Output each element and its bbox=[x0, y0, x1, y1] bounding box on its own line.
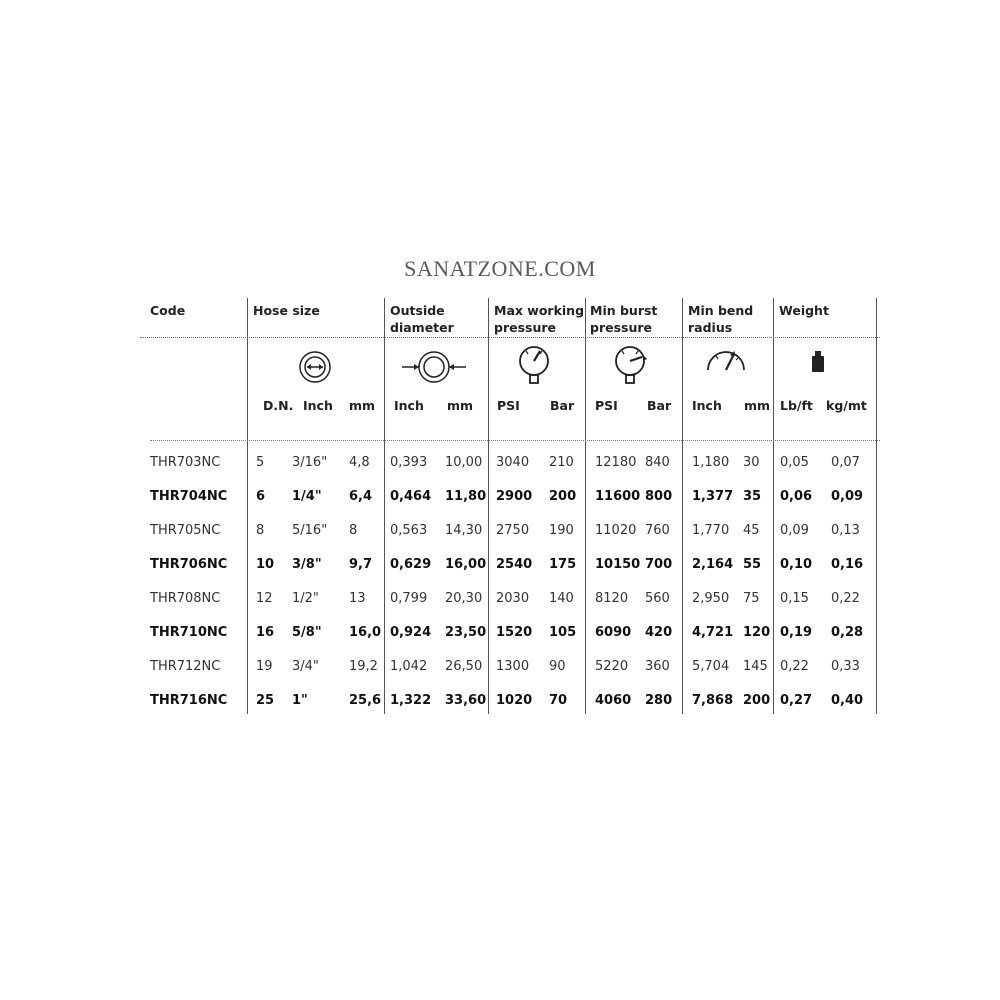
cell-mwp-bar: 140 bbox=[549, 591, 574, 606]
cell-weight-lbft: 0,22 bbox=[780, 659, 809, 674]
cell-weight-lbft: 0,09 bbox=[780, 523, 809, 538]
cell-mwp-bar: 175 bbox=[549, 557, 577, 572]
cell-weight-kgmt: 0,13 bbox=[831, 523, 860, 538]
cell-mbp-bar: 280 bbox=[645, 693, 673, 708]
subheader-weight-lbft: Lb/ft bbox=[780, 398, 813, 413]
cell-dn: 5 bbox=[256, 455, 265, 470]
cell-mbp-psi: 11600 bbox=[595, 489, 641, 504]
cell-mbp-bar: 700 bbox=[645, 557, 673, 572]
cell-mbp-bar: 840 bbox=[645, 455, 670, 470]
cell-mwp-bar: 70 bbox=[549, 693, 568, 708]
subheader-mbr-inch: Inch bbox=[692, 398, 722, 413]
cell-weight-kgmt: 0,28 bbox=[831, 625, 864, 640]
cell-weight-lbft: 0,06 bbox=[780, 489, 813, 504]
cell-od-inch: 0,924 bbox=[390, 625, 432, 640]
cell-mwp-bar: 105 bbox=[549, 625, 577, 640]
cell-inch: 5/8" bbox=[292, 625, 322, 640]
cell-mbr-mm: 120 bbox=[743, 625, 771, 640]
table-row bbox=[0, 489, 1000, 507]
cell-od-inch: 0,629 bbox=[390, 557, 432, 572]
cell-mbr-inch: 1,377 bbox=[692, 489, 734, 504]
cell-od-mm: 23,50 bbox=[445, 625, 487, 640]
header-weight: Weight bbox=[779, 303, 829, 318]
subheader-mwp-bar: Bar bbox=[550, 398, 575, 413]
pressure-gauge-icon bbox=[516, 345, 552, 387]
cell-inch: 3/4" bbox=[292, 659, 319, 674]
cell-od-inch: 0,799 bbox=[390, 591, 428, 606]
subheader-od-mm: mm bbox=[447, 398, 474, 413]
header-hose-size: Hose size bbox=[253, 303, 320, 318]
cell-weight-lbft: 0,19 bbox=[780, 625, 813, 640]
cell-mbp-psi: 11020 bbox=[595, 523, 637, 538]
header-outside-diameter bbox=[390, 302, 454, 336]
cell-code: THR703NC bbox=[150, 455, 221, 470]
subheader-mbp-psi: PSI bbox=[595, 398, 618, 413]
header-line: Max working bbox=[494, 303, 585, 318]
cell-code: THR710NC bbox=[150, 625, 228, 640]
watermark: SANATZONE.COM bbox=[404, 256, 596, 281]
cell-mm: 19,2 bbox=[349, 659, 378, 674]
header-line: Min bend bbox=[688, 303, 754, 318]
outside-diameter-icon bbox=[400, 350, 468, 384]
header-separator bbox=[150, 440, 880, 441]
cell-od-mm: 26,50 bbox=[445, 659, 483, 674]
cell-mbr-mm: 45 bbox=[743, 523, 760, 538]
cell-dn: 8 bbox=[256, 523, 265, 538]
cell-mwp-psi: 2540 bbox=[496, 557, 533, 572]
cell-weight-kgmt: 0,07 bbox=[831, 455, 860, 470]
cell-code: THR705NC bbox=[150, 523, 221, 538]
cell-mwp-psi: 1520 bbox=[496, 625, 533, 640]
header-separator bbox=[140, 337, 880, 338]
cell-mm: 8 bbox=[349, 523, 358, 538]
cell-code: THR708NC bbox=[150, 591, 221, 606]
subheader-od-inch: Inch bbox=[394, 398, 424, 413]
cell-od-inch: 1,322 bbox=[390, 693, 432, 708]
cell-mbp-psi: 4060 bbox=[595, 693, 632, 708]
cell-mm: 9,7 bbox=[349, 557, 373, 572]
cell-inch: 1/2" bbox=[292, 591, 319, 606]
cell-mwp-psi: 1300 bbox=[496, 659, 530, 674]
bend-radius-icon bbox=[704, 346, 748, 374]
cell-mbr-inch: 1,770 bbox=[692, 523, 730, 538]
cell-mwp-psi: 3040 bbox=[496, 455, 530, 470]
cell-mbp-psi: 8120 bbox=[595, 591, 629, 606]
cell-dn: 6 bbox=[256, 489, 266, 504]
cell-mwp-psi: 2030 bbox=[496, 591, 530, 606]
cell-mbr-mm: 55 bbox=[743, 557, 762, 572]
table-row bbox=[0, 557, 1000, 575]
cell-mbr-mm: 30 bbox=[743, 455, 760, 470]
cell-mbr-mm: 75 bbox=[743, 591, 760, 606]
header-line: radius bbox=[688, 320, 733, 335]
cell-mbp-psi: 10150 bbox=[595, 557, 641, 572]
cell-mm: 16,0 bbox=[349, 625, 382, 640]
header-line: pressure bbox=[590, 320, 653, 335]
cell-code: THR706NC bbox=[150, 557, 228, 572]
cell-mm: 13 bbox=[349, 591, 366, 606]
cell-dn: 16 bbox=[256, 625, 275, 640]
cell-mbp-bar: 560 bbox=[645, 591, 670, 606]
cell-mbr-inch: 5,704 bbox=[692, 659, 730, 674]
cell-mbr-inch: 1,180 bbox=[692, 455, 730, 470]
cell-weight-lbft: 0,27 bbox=[780, 693, 813, 708]
cell-inch: 5/16" bbox=[292, 523, 328, 538]
cell-mbp-bar: 360 bbox=[645, 659, 670, 674]
cell-mbp-bar: 760 bbox=[645, 523, 670, 538]
cell-dn: 10 bbox=[256, 557, 275, 572]
subheader-inch: Inch bbox=[303, 398, 333, 413]
cell-mbp-psi: 12180 bbox=[595, 455, 637, 470]
cell-weight-lbft: 0,15 bbox=[780, 591, 809, 606]
cell-inch: 3/16" bbox=[292, 455, 328, 470]
cell-mwp-psi: 1020 bbox=[496, 693, 533, 708]
header-min-bend-radius bbox=[688, 302, 753, 336]
cell-mwp-bar: 90 bbox=[549, 659, 566, 674]
cell-mwp-bar: 190 bbox=[549, 523, 574, 538]
table-row bbox=[0, 693, 1000, 711]
header-line: diameter bbox=[390, 320, 454, 335]
cell-code: THR704NC bbox=[150, 489, 228, 504]
cell-code: THR712NC bbox=[150, 659, 221, 674]
cell-mbp-bar: 800 bbox=[645, 489, 673, 504]
cell-mbr-inch: 2,164 bbox=[692, 557, 734, 572]
cell-mbr-mm: 35 bbox=[743, 489, 762, 504]
cell-od-mm: 16,00 bbox=[445, 557, 487, 572]
cell-od-inch: 0,393 bbox=[390, 455, 428, 470]
cell-weight-kgmt: 0,16 bbox=[831, 557, 864, 572]
cell-weight-lbft: 0,05 bbox=[780, 455, 809, 470]
cell-mbp-psi: 6090 bbox=[595, 625, 632, 640]
table-row bbox=[0, 591, 1000, 609]
cell-inch: 1" bbox=[292, 693, 308, 708]
subheader-mbr-mm: mm bbox=[744, 398, 771, 413]
header-code: Code bbox=[150, 303, 186, 318]
pressure-gauge-icon bbox=[612, 345, 650, 387]
cell-mbr-mm: 145 bbox=[743, 659, 768, 674]
cell-inch: 3/8" bbox=[292, 557, 322, 572]
subheader-weight-kgmt: kg/mt bbox=[826, 398, 867, 413]
cell-mwp-bar: 210 bbox=[549, 455, 574, 470]
cell-od-inch: 1,042 bbox=[390, 659, 428, 674]
cell-od-mm: 33,60 bbox=[445, 693, 487, 708]
cell-inch: 1/4" bbox=[292, 489, 322, 504]
header-min-burst-pressure bbox=[590, 302, 657, 336]
table-row bbox=[0, 625, 1000, 643]
subheader-mm: mm bbox=[349, 398, 376, 413]
cell-od-mm: 11,80 bbox=[445, 489, 487, 504]
header-line: pressure bbox=[494, 320, 557, 335]
table-row bbox=[0, 523, 1000, 541]
cell-mbr-inch: 4,721 bbox=[692, 625, 734, 640]
header-line: Outside bbox=[390, 303, 445, 318]
subheader-mwp-psi: PSI bbox=[497, 398, 520, 413]
cell-mbp-psi: 5220 bbox=[595, 659, 629, 674]
header-max-working-pressure bbox=[494, 302, 584, 336]
cell-dn: 12 bbox=[256, 591, 273, 606]
subheader-mbp-bar: Bar bbox=[647, 398, 672, 413]
cell-od-inch: 0,563 bbox=[390, 523, 428, 538]
cell-mbr-inch: 7,868 bbox=[692, 693, 734, 708]
header-line: Min burst bbox=[590, 303, 658, 318]
cell-od-mm: 20,30 bbox=[445, 591, 483, 606]
cell-weight-kgmt: 0,22 bbox=[831, 591, 860, 606]
cell-weight-kgmt: 0,40 bbox=[831, 693, 864, 708]
cell-od-mm: 14,30 bbox=[445, 523, 483, 538]
cell-dn: 19 bbox=[256, 659, 273, 674]
cell-mwp-psi: 2900 bbox=[496, 489, 533, 504]
cell-mm: 6,4 bbox=[349, 489, 373, 504]
cell-weight-kgmt: 0,33 bbox=[831, 659, 860, 674]
cell-mwp-bar: 200 bbox=[549, 489, 577, 504]
table-row bbox=[0, 659, 1000, 677]
cell-code: THR716NC bbox=[150, 693, 228, 708]
cell-od-mm: 10,00 bbox=[445, 455, 483, 470]
hose-cross-section-icon bbox=[296, 350, 334, 384]
cell-mwp-psi: 2750 bbox=[496, 523, 530, 538]
cell-dn: 25 bbox=[256, 693, 275, 708]
cell-mbp-bar: 420 bbox=[645, 625, 673, 640]
cell-mbr-inch: 2,950 bbox=[692, 591, 730, 606]
cell-weight-lbft: 0,10 bbox=[780, 557, 813, 572]
cell-od-inch: 0,464 bbox=[390, 489, 432, 504]
weight-icon bbox=[810, 350, 826, 374]
cell-weight-kgmt: 0,09 bbox=[831, 489, 864, 504]
subheader-dn: D.N. bbox=[263, 398, 294, 413]
cell-mm: 25,6 bbox=[349, 693, 382, 708]
table-row bbox=[0, 455, 1000, 473]
cell-mbr-mm: 200 bbox=[743, 693, 771, 708]
cell-mm: 4,8 bbox=[349, 455, 370, 470]
